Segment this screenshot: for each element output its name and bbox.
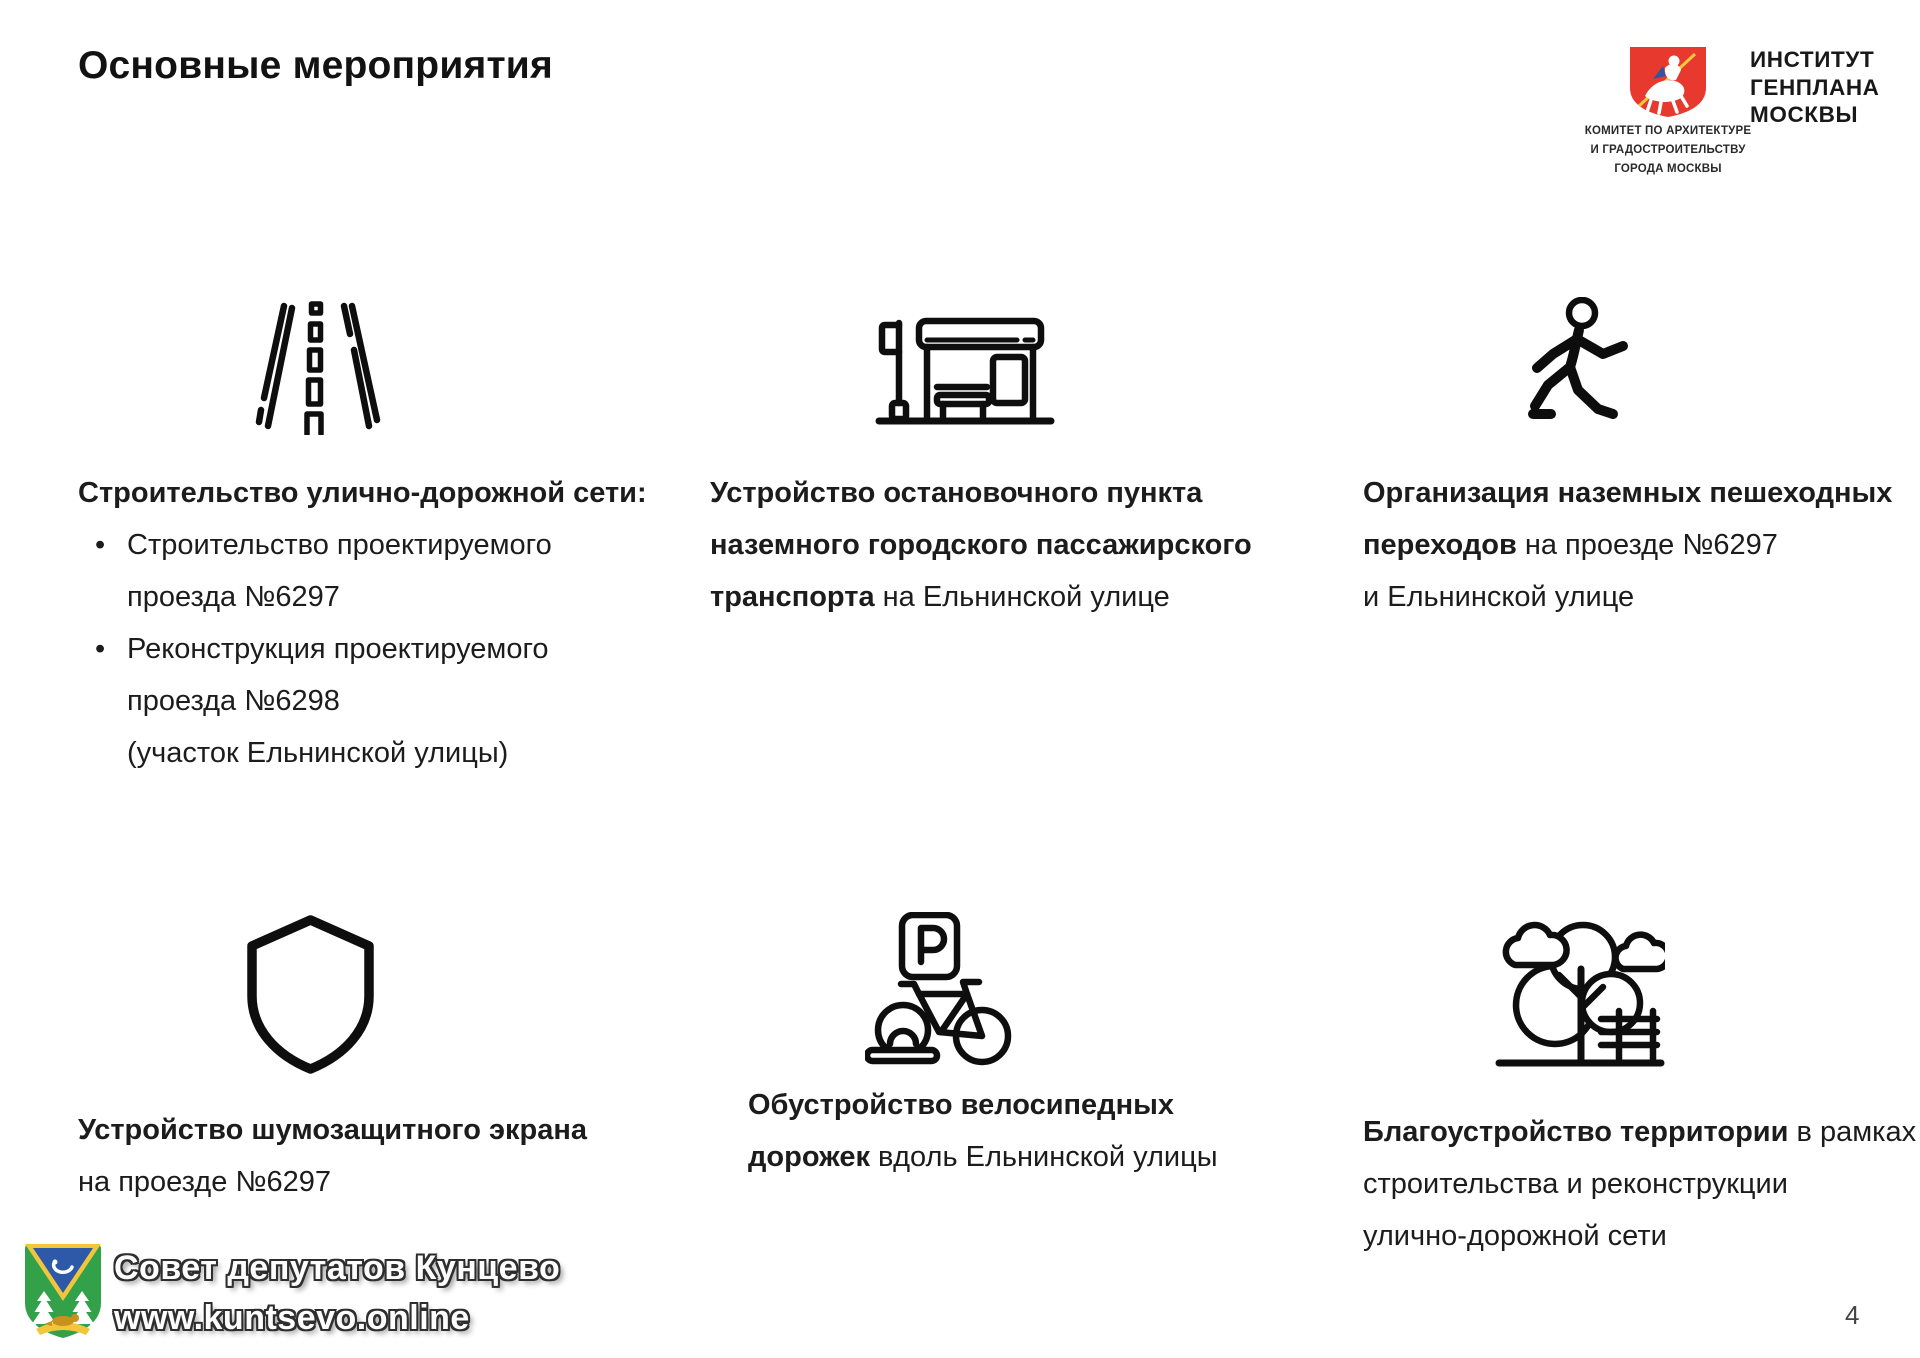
page-number: 4 bbox=[1845, 1300, 1860, 1330]
text-line: дорожек вдоль Ельнинской улицы bbox=[748, 1141, 1218, 1173]
park-landscaping-icon bbox=[1495, 905, 1665, 1075]
item-noise-screen-text bbox=[78, 1104, 587, 1208]
item-road-network-text bbox=[78, 467, 647, 779]
watermark-council-title: Совет депутатов Кунцево bbox=[114, 1249, 561, 1287]
text-line: проезда №6297 bbox=[127, 581, 340, 613]
text-line: и Ельнинской улице bbox=[1363, 581, 1635, 613]
item-bus-stop-text bbox=[710, 467, 1252, 623]
text-line: транспорта на Ельнинской улице bbox=[710, 581, 1170, 613]
text-line: • Реконструкция проектируемого bbox=[78, 623, 647, 675]
bullet-marker: • bbox=[95, 529, 106, 561]
text-line: переходов на проезде №6297 bbox=[1363, 529, 1778, 561]
text-line: Устройство остановочного пункта bbox=[710, 477, 1203, 509]
text-line: Обустройство велосипедных bbox=[748, 1089, 1174, 1121]
pedestrian-icon bbox=[1520, 297, 1635, 427]
text-line: на проезде №6297 bbox=[78, 1166, 332, 1198]
moscow-coat-of-arms-icon bbox=[1627, 44, 1709, 120]
text-line: Строительство улично-дорожной сети: bbox=[78, 477, 647, 509]
kuntsevo-coat-of-arms-icon bbox=[22, 1241, 104, 1341]
text-line: • Строительство проектируемого bbox=[78, 519, 647, 571]
item-landscaping-text bbox=[1363, 1106, 1916, 1262]
text-line: (участок Ельнинской улицы) bbox=[127, 737, 509, 769]
bus-stop-icon bbox=[875, 313, 1055, 425]
institute-genplan-logo-text: ИНСТИТУТ ГЕНПЛАНА МОСКВЫ bbox=[1750, 47, 1880, 127]
road-icon bbox=[253, 300, 383, 435]
text-line: строительства и реконструкции bbox=[1363, 1168, 1788, 1200]
page-title: Основные мероприятия bbox=[78, 44, 553, 87]
item-pedestrian-crossings-text bbox=[1363, 467, 1892, 623]
bike-parking-icon bbox=[865, 912, 1015, 1072]
item-bike-lanes-text bbox=[748, 1079, 1218, 1183]
committee-caption: КОМИТЕТ ПО АРХИТЕКТУРЕ И ГРАДОСТРОИТЕЛЬСТВУ ГОРОДА МОСКВЫ bbox=[1584, 125, 1752, 175]
text-line: проезда №6298 bbox=[127, 685, 340, 717]
bullet-marker: • bbox=[95, 633, 106, 665]
text-line: наземного городского пассажирского bbox=[710, 529, 1252, 561]
text-line: улично-дорожной сети bbox=[1363, 1220, 1667, 1252]
text-line: Устройство шумозащитного экрана bbox=[78, 1114, 588, 1146]
text-line: Организация наземных пешеходных bbox=[1363, 477, 1893, 509]
text-line: Благоустройство территории в рамках bbox=[1363, 1116, 1917, 1148]
noise-shield-icon bbox=[238, 908, 383, 1078]
watermark-site-url: www.kuntsevo.online bbox=[114, 1299, 470, 1337]
